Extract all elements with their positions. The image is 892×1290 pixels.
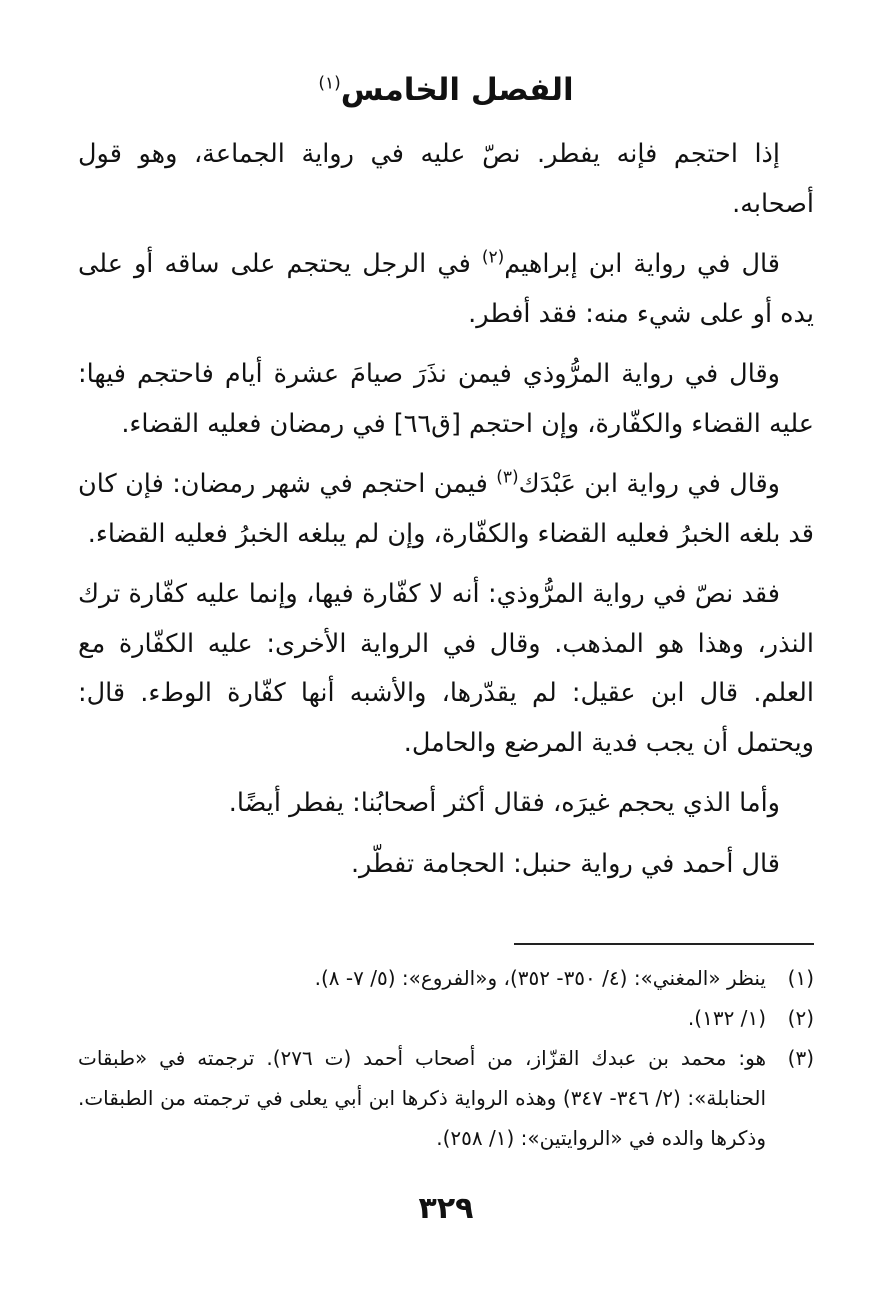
paragraph-1: إذا احتجم فإنه يفطر. نصّ عليه في رواية الجماعة، وهو قول أصحابه. bbox=[78, 139, 814, 219]
paragraph-2-end: في الرجل يحتجم على ساقه أو على يده أو على شيء منه: فقد أفطر. bbox=[78, 249, 814, 329]
paragraph-4-end: فيمن احتجم في شهر رمضان: فإن كان قد بلغه الخبرُ فعليه القضاء والكفّارة، وإن لم يبلغه الخبرُ فعليه القضاء. bbox=[78, 469, 814, 549]
paragraph-6: وأما الذي يحجم غيرَه، فقال أكثر أصحابُنا: يفطر أيضًا. bbox=[228, 788, 780, 818]
footnote-divider bbox=[514, 943, 814, 945]
footnote-ref-3: (٣) bbox=[496, 467, 519, 488]
paragraph-5: فقد نصّ في رواية المرُّوذي: أنه لا كفّارة فيها، وإنما عليه كفّارة ترك النذر، وهذا هو المذهب. وقال في الرواية الأخرى: عليه الكفّارة مع العلم. قال ابن عقيل: لم يقدّرها، والأشبه أنها كفّارة الوطء. قال: ويحتمل أن يجب فدية المرضع والحامل. bbox=[78, 579, 814, 758]
footnote-number: (٣) bbox=[787, 1046, 814, 1070]
footnote-ref-2: (٢) bbox=[481, 247, 505, 268]
page-number: ٣٢٩ bbox=[418, 1191, 474, 1226]
footnote-1 bbox=[78, 958, 814, 998]
footnote-text: هو: محمد بن عبدك القزّاز، من أصحاب أحمد (ت ٢٧٦). ترجمته في «طبقات الحنابلة»: (٢/ ٣٤٦- ٣٤٧) وهذه الرواية ذكرها ابن أبي يعلى في ترجمته من الطبقات. وذكرها والده في «الروايتين»: (١/ ٢٥٨). bbox=[78, 1046, 767, 1150]
paragraph-2-start: قال في رواية ابن إبراهيم bbox=[504, 249, 780, 279]
paragraph-7: قال أحمد في رواية حنبل: الحجامة تفطّر. bbox=[350, 848, 780, 879]
chapter-title-text: الفصل الخامس bbox=[340, 72, 574, 108]
paragraph-4-start: وقال في رواية ابن عَبْدَك bbox=[518, 469, 780, 499]
paragraph-2 bbox=[78, 240, 814, 339]
paragraph-4 bbox=[78, 460, 814, 559]
footnote-number: (٢) bbox=[787, 1006, 814, 1030]
chapter-footnote-ref: (١) bbox=[318, 73, 341, 94]
footnote-3 bbox=[78, 1038, 814, 1158]
footnote-text: (١/ ١٣٢). bbox=[687, 1006, 766, 1030]
footnote-2 bbox=[78, 998, 814, 1038]
footnote-number: (١) bbox=[787, 966, 814, 990]
footnote-text: ينظر «المغني»: (٤/ ٣٥٠- ٣٥٢)، و«الفروع»: (٥/ ٧- ٨). bbox=[314, 966, 766, 990]
footnotes bbox=[78, 958, 814, 1158]
chapter-title bbox=[0, 62, 892, 118]
main-text bbox=[78, 130, 814, 889]
paragraph-3: وقال في رواية المرُّوذي فيمن نذَرَ صيامَ عشرة أيام فاحتجم فيها: عليه القضاء والكفّارة، وإن احتجم [ق٦٦] في رمضان فعليه القضاء. bbox=[78, 359, 814, 439]
